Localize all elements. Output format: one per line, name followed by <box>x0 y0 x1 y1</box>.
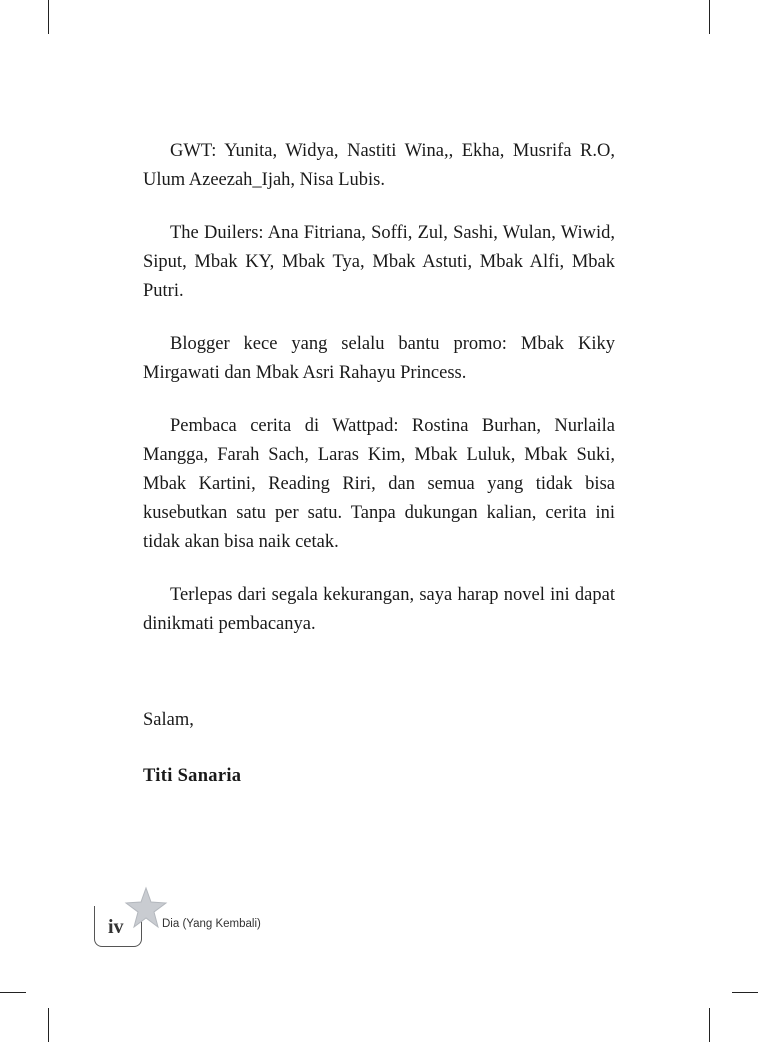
paragraph-wattpad-readers: Pembaca cerita di Wattpad: Rostina Burhan, Nurlaila Mangga, Farah Sach, Laras Kim, Mbak Luluk, Mbak Suki, Mbak Kartini, Reading Riri, dan semua yang tidak bisa kusebutkan satu per satu. Tanpa dukungan kalian, cerita ini tidak akan bisa naik cetak. <box>143 416 615 552</box>
crop-mark-bottom-left-v <box>48 1008 49 1042</box>
crop-mark-bottom-right-h <box>732 992 758 993</box>
page-number: iv <box>108 916 124 938</box>
paragraph-closing-note: Terlepas dari segala kekurangan, saya harap novel ini dapat dinikmati pembacanya. <box>143 585 615 634</box>
paragraph-blogger: Blogger kece yang selalu bantu promo: Mbak Kiky Mirgawati dan Mbak Asri Rahayu Princess. <box>143 334 615 383</box>
salutation: Salam, <box>143 710 194 730</box>
crop-mark-top-left <box>48 0 49 34</box>
crop-mark-bottom-right-v <box>709 1008 710 1042</box>
author-name: Titi Sanaria <box>143 766 242 786</box>
acknowledgement-body <box>143 137 615 663</box>
paragraph-duilers: The Duilers: Ana Fitriana, Soffi, Zul, Sashi, Wulan, Wiwid, Siput, Mbak KY, Mbak Tya, Mbak Astuti, Mbak Alfi, Mbak Putri. <box>143 223 615 301</box>
running-title: Dia (Yang Kembali) <box>162 918 261 930</box>
crop-mark-bottom-left-h <box>0 992 26 993</box>
crop-mark-top-right <box>709 0 710 34</box>
paragraph-gwt: GWT: Yunita, Widya, Nastiti Wina,, Ekha, Musrifa R.O, Ulum Azeezah_Ijah, Nisa Lubis. <box>143 141 615 190</box>
page-footer <box>94 886 394 956</box>
